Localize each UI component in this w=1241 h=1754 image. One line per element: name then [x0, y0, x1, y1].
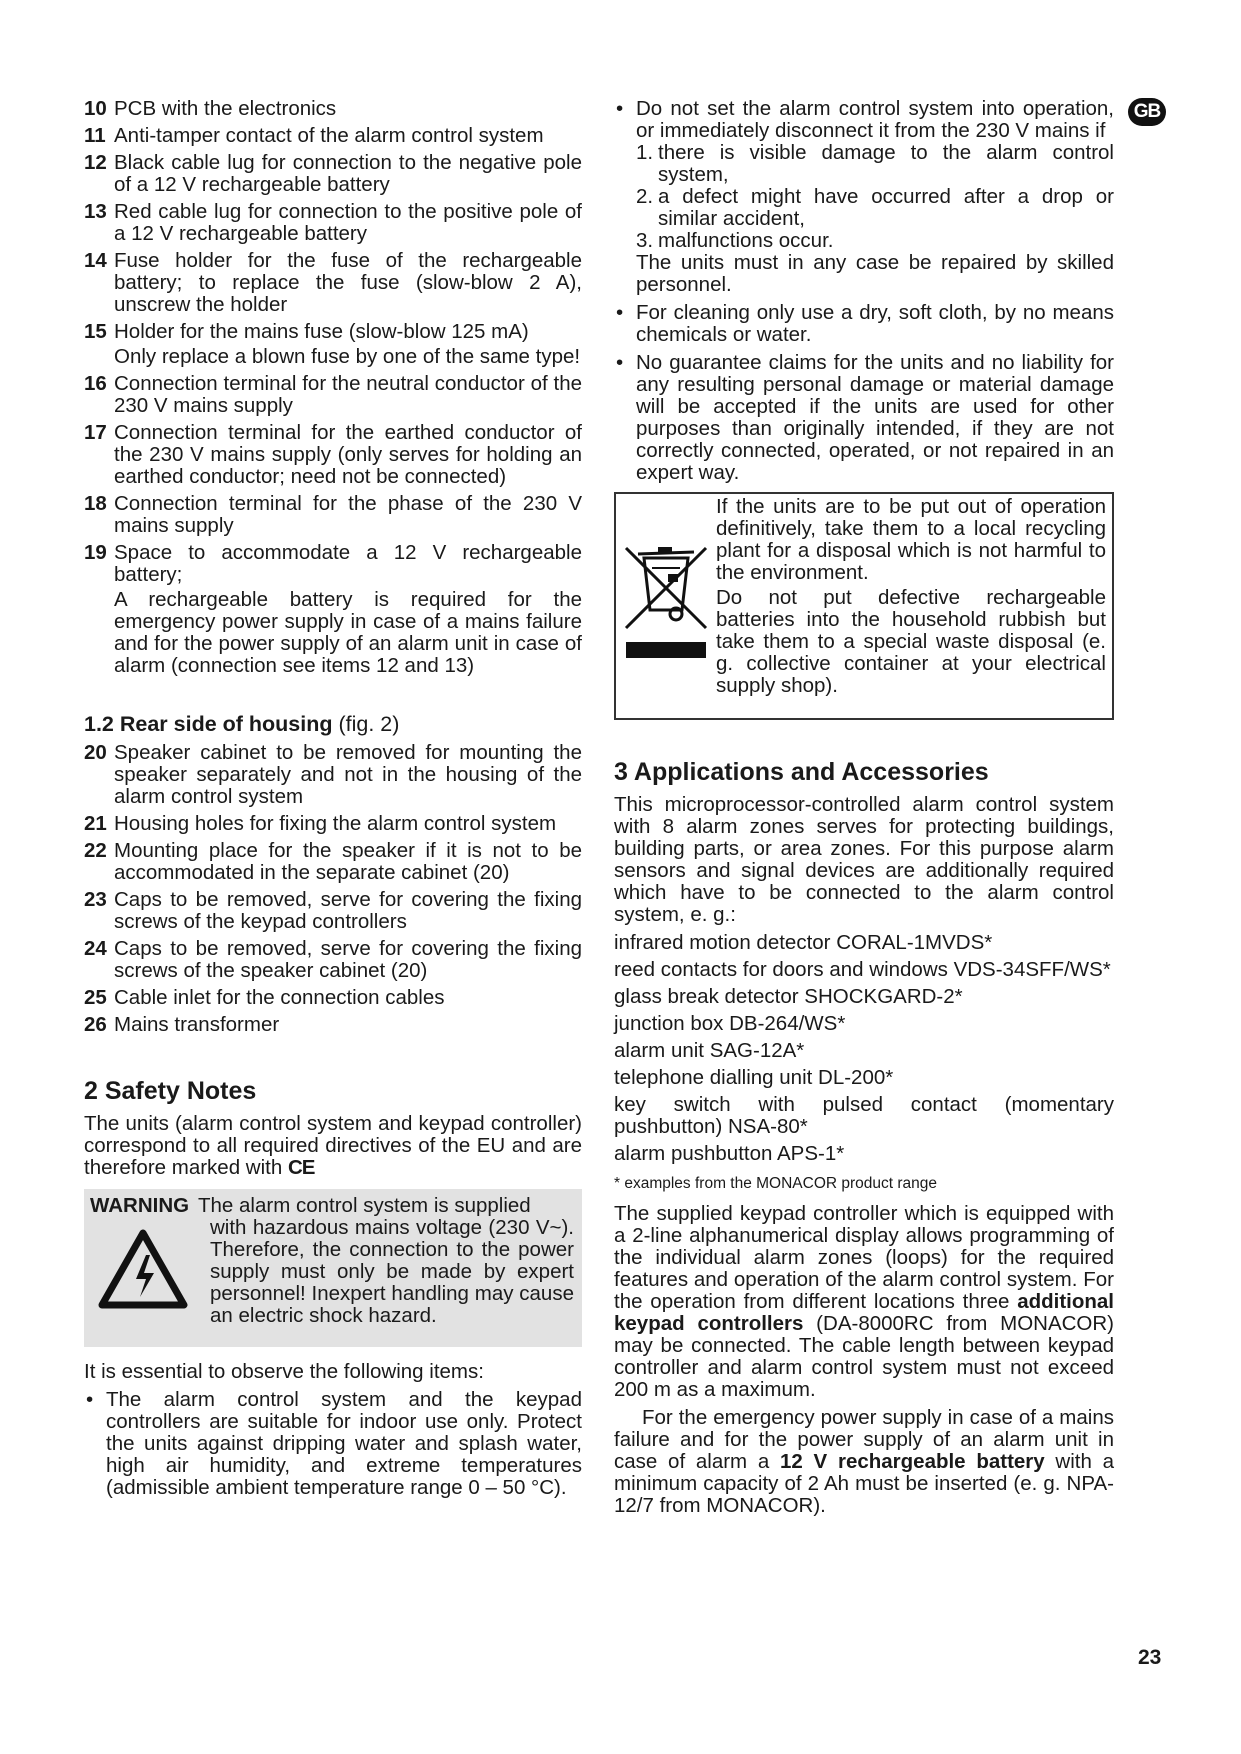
list-item: 17 Connection terminal for the earthed conductor of the 230 V mains supply (only serves for holding an earthed conductor; need not be connected): [84, 421, 582, 488]
accessory-item: infrared motion detector CORAL-1MVDS*: [614, 931, 993, 954]
list-item: 1. there is visible damage to the alarm control system,: [636, 141, 1114, 186]
list-item: 22 Mounting place for the speaker if it is not to be accommodated in the separate cabinet (20): [84, 839, 582, 884]
list-item: 26 Mains transformer: [84, 1013, 280, 1036]
left-column: [84, 98, 582, 1505]
list-item: 25 Cable inlet for the connection cables: [84, 986, 445, 1009]
warning-label: WARNING: [90, 1194, 190, 1217]
warning-box: [84, 1189, 582, 1347]
list-item: 3. malfunctions occur.: [636, 229, 834, 252]
right-column: [614, 98, 1114, 1523]
battery-note: A rechargeable battery is required for the emergency power supply in case of a mains failure and for the power supply of an alarm unit in case of alarm (connection see items 12 and 13): [114, 588, 582, 677]
list-item: 2. a defect might have occurred after a drop or similar accident,: [636, 185, 1114, 230]
high-voltage-warning-icon: [98, 1229, 188, 1311]
accessory-item: alarm unit SAG-12A*: [614, 1039, 805, 1062]
list-item: 20 Speaker cabinet to be removed for mounting the speaker separately and not in the housing of the alarm control system: [84, 741, 582, 808]
battery-paragraph: For the emergency power supply in case of a mains failure and for the power supply of an alarm unit in case of alarm a 12 V rechargeable battery with a minimum capacity of 2 Ah must be inserted (e. g. NPA-12/7 from MONACOR).: [614, 1406, 1115, 1517]
crossed-out-wheelie-bin-icon: [624, 544, 708, 664]
list-item: 24 Caps to be removed, serve for covering the fixing screws of the speaker cabinet (20): [84, 937, 582, 982]
list-item: 13 Red cable lug for connection to the positive pole of a 12 V rechargeable battery: [84, 200, 582, 245]
list-item: 21 Housing holes for fixing the alarm control system: [84, 812, 557, 835]
safety-bullet: • For cleaning only use a dry, soft cloth, by no means chemicals or water.: [614, 302, 1114, 346]
warning-text-first-line: The alarm control system is supplied: [198, 1194, 531, 1217]
list-item: 19 Space to accommodate a 12 V rechargeable battery; A rechargeable battery is required for the emergency power supply in case of a mains failure and for the power supply of an alarm unit in case of alarm (connection see items 12 and 13): [84, 541, 582, 677]
footnote: * examples from the MONACOR product range: [614, 1175, 938, 1192]
list-item: 18 Connection terminal for the phase of the 230 V mains supply: [84, 492, 582, 537]
list-item: 16 Connection terminal for the neutral conductor of the 230 V mains supply: [84, 372, 582, 417]
list-item: 14 Fuse holder for the fuse of the rechargeable battery; to replace the fuse (slow-blow 2 A), unscrew the holder: [84, 249, 582, 316]
language-badge: GB: [1128, 98, 1166, 126]
safety-bullet: • No guarantee claims for the units and no liability for any resulting personal damage or material damage will be accepted if the units are used for other purposes than originally intended, if they are not correctly connected, operated, or not repaired in an expert way.: [614, 352, 1114, 484]
safety-bullet: • The alarm control system and the keypad controllers are suitable for indoor use only. Protect the units against dripping water and splash water, high air humidity, and extreme temperatures (admissible ambient temperature range 0 – 50 °C).: [84, 1389, 582, 1499]
accessory-item: alarm pushbutton APS-1*: [614, 1142, 845, 1165]
accessory-item: reed contacts for doors and windows VDS-34SFF/WS*: [614, 958, 1111, 981]
accessory-item: key switch with pulsed contact (momentary pushbutton) NSA-80*: [614, 1093, 1114, 1138]
ce-mark: CE: [287, 1156, 315, 1179]
warning-text: with hazardous mains voltage (230 V~). Therefore, the connection to the power supply must only be made by expert personnel! Inexpert handling may cause an electric shock hazard.: [210, 1216, 574, 1327]
applications-intro: This microprocessor-controlled alarm control system with 8 alarm zones serves for protecting buildings, building parts, or area zones. For this purpose alarm sensors and signal devices are additionally required which have to be connected to the alarm control system, e. g.:: [614, 793, 1114, 926]
list-item: 10 PCB with the electronics: [84, 97, 337, 120]
applications-heading: 3 Applications and Accessories: [614, 758, 989, 786]
page-number: 23: [1138, 1646, 1162, 1669]
list-item: 23 Caps to be removed, serve for covering the fixing screws of the keypad controllers: [84, 888, 582, 933]
list-item: 11 Anti-tamper contact of the alarm control system: [84, 124, 544, 147]
list-item: 15 Holder for the mains fuse (slow-blow 125 mA) Only replace a blown fuse by one of the same type!: [84, 320, 581, 368]
safety-bullet: • Do not set the alarm control system into operation, or immediately disconnect it from the 230 V mains if 1. there is visible damage to the alarm control system, 2. a defect might have occurred after a drop or similar accident, 3. malfunctions occur. The units must in any case be repaired by skilled personnel.: [614, 98, 1114, 296]
fuse-note: Only replace a blown fuse by one of the same type!: [114, 345, 581, 368]
list-item: 12 Black cable lug for connection to the negative pole of a 12 V rechargeable battery: [84, 151, 582, 196]
safety-intro: The units (alarm control system and keypad controller) correspond to all required directives of the EU and are therefore marked with CE: [84, 1112, 582, 1179]
recycling-box: [614, 492, 1114, 720]
safety-notes-heading: 2 Safety Notes: [84, 1077, 257, 1105]
keypad-paragraph: The supplied keypad controller which is equipped with a 2-line alphanumerical display allows programming of the individual alarm zones (loops) for the required features and operation of the alarm control system. For the operation from different locations three additional keypad controllers (DA-8000RC from MONACOR) may be connected. The cable length between keypad controller and alarm control system must not exceed 200 m as a maximum.: [614, 1202, 1114, 1401]
recycling-text: If the units are to be put out of operation definitively, take them to a local recycling plant for a disposal which is not harmful to the environment. Do not put defective rechargeable batteries into the household rubbish but take them to a special waste disposal (e. g. collective container at your electrical supply shop).: [716, 495, 1106, 697]
rear-side-heading: 1.2 Rear side of housing (fig. 2): [84, 712, 400, 736]
accessory-item: junction box DB-264/WS*: [614, 1012, 846, 1035]
accessory-item: telephone dialling unit DL-200*: [614, 1066, 894, 1089]
accessory-item: glass break detector SHOCKGARD-2*: [614, 985, 963, 1008]
observe-intro: It is essential to observe the following items:: [84, 1360, 484, 1383]
